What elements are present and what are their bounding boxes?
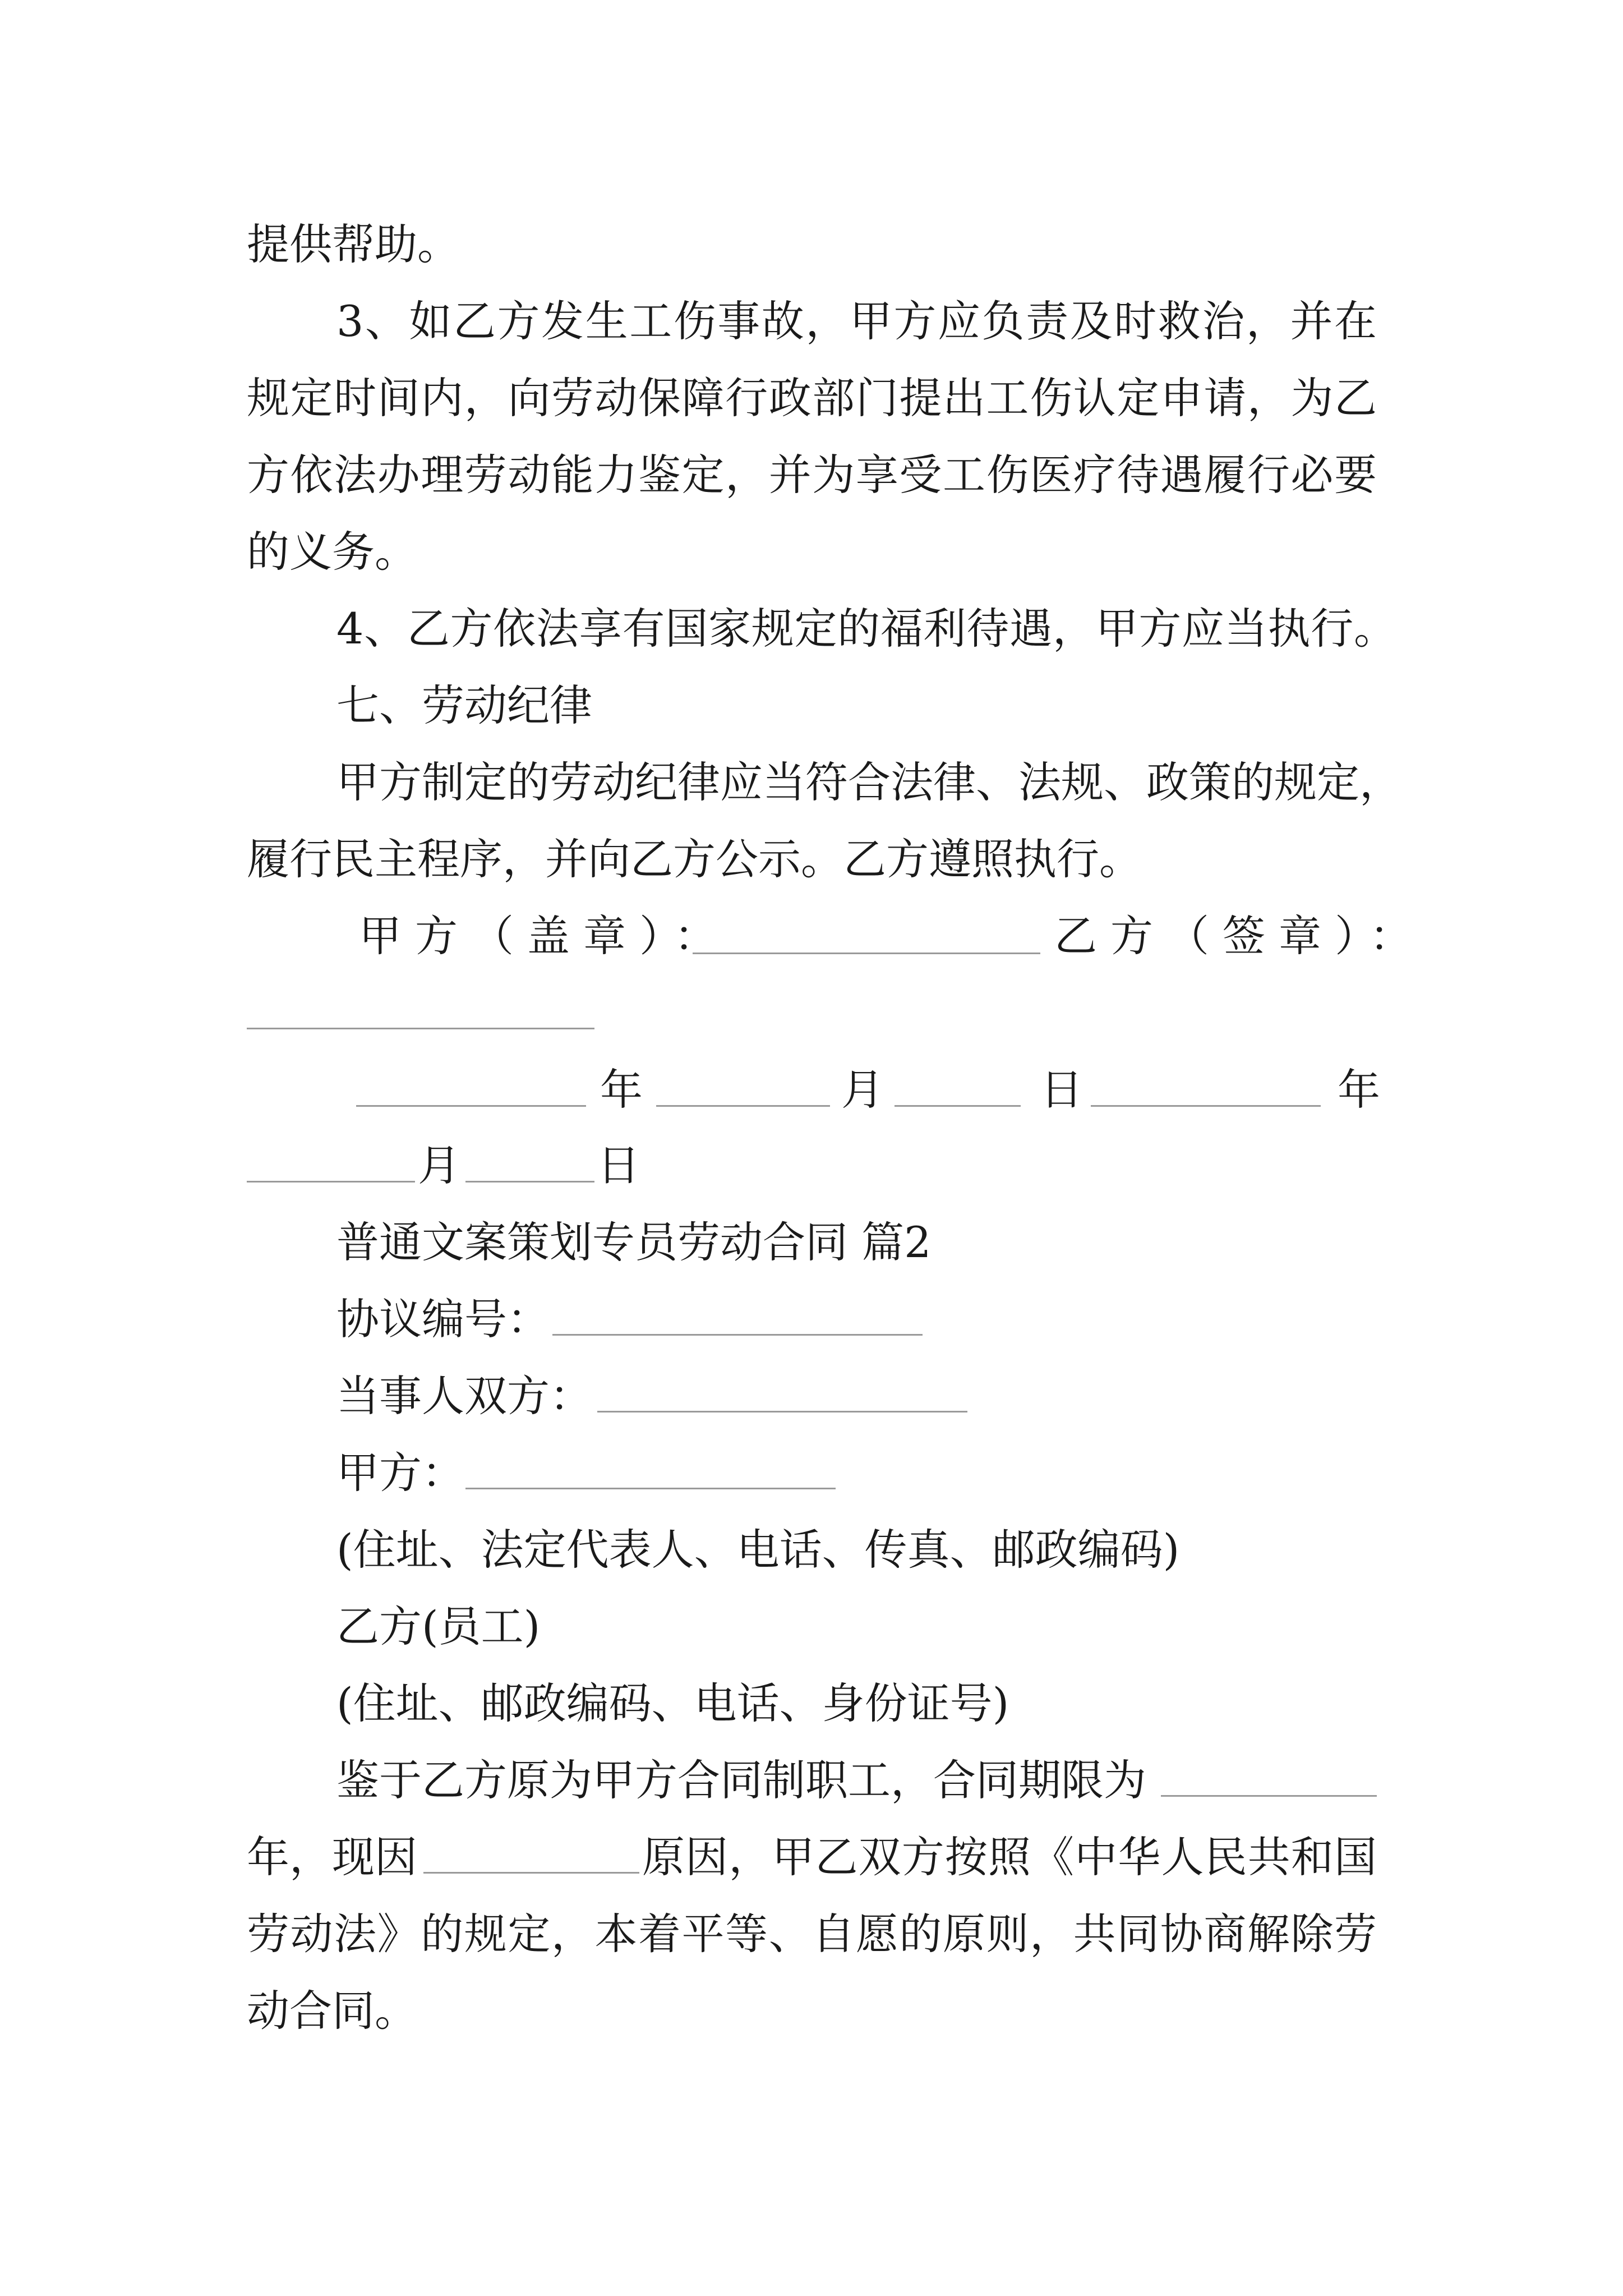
contract-term-blank[interactable]: [1161, 1795, 1377, 1797]
date-day-blank[interactable]: [895, 1105, 1021, 1107]
party-a-seal-blank[interactable]: [693, 953, 1040, 954]
party-a-seal-label: 甲方（盖章）：: [359, 911, 730, 961]
text-line: 提供帮助。: [247, 219, 460, 269]
party-b-sign-label: 乙方（签章）：: [1054, 911, 1426, 961]
text-line: 规定时间内，向劳动保障行政部门提出工伤认定申请，为乙: [247, 373, 1377, 423]
party-b-sign-blank[interactable]: [247, 1028, 594, 1029]
parties-label: 当事人双方：: [336, 1371, 592, 1421]
date-month-blank[interactable]: [656, 1105, 830, 1107]
text-line: 3、如乙方发生工伤事故，甲方应负责及时救治，并在: [336, 296, 1377, 346]
date-month-label: 月: [418, 1140, 460, 1190]
text-line: 劳动法》的规定，本着平等、自愿的原则，共同协商解除劳: [247, 1909, 1377, 1959]
agreement-number-blank[interactable]: [552, 1334, 923, 1336]
date-year-blank[interactable]: [1091, 1105, 1321, 1107]
party-a-label: 甲方：: [336, 1448, 464, 1498]
date-month-blank[interactable]: [247, 1181, 415, 1182]
agreement-number-label: 协议编号：: [336, 1294, 550, 1344]
text-line: 年，现因: [247, 1832, 417, 1882]
date-year-label: 年: [600, 1065, 643, 1115]
date-year-label: 年: [1338, 1065, 1380, 1115]
text-line: 的义务。: [247, 527, 417, 577]
date-day-label: 日: [1040, 1065, 1083, 1115]
parties-blank[interactable]: [597, 1411, 967, 1412]
party-a-blank[interactable]: [465, 1488, 836, 1489]
date-day-blank[interactable]: [465, 1181, 594, 1182]
date-year-blank[interactable]: [356, 1105, 586, 1107]
text-line: 甲方制定的劳动纪律应当符合法律、法规、政策的规定，: [336, 757, 1402, 807]
text-line: 4、乙方依法享有国家规定的福利待遇，甲方应当执行。: [336, 604, 1396, 654]
text-line: 鉴于乙方原为甲方合同制职工，合同期限为: [336, 1755, 1146, 1805]
text-line: 原因，甲乙双方按照《中华人民共和国: [642, 1832, 1377, 1882]
date-month-label: 月: [841, 1065, 884, 1115]
section-heading: 七、劳动纪律: [336, 680, 592, 730]
text-line: 履行民主程序，并向乙方公示。乙方遵照执行。: [247, 834, 1142, 884]
party-b-info: (住址、邮政编码、电话、身份证号): [336, 1678, 1009, 1728]
party-b-label: 乙方(员工): [336, 1602, 541, 1651]
section-title: 普通文案策划专员劳动合同 篇2: [336, 1217, 932, 1267]
date-day-label: 日: [597, 1140, 640, 1190]
text-line: 方依法办理劳动能力鉴定，并为享受工伤医疗待遇履行必要: [247, 450, 1377, 500]
reason-blank[interactable]: [423, 1872, 639, 1874]
text-line: 动合同。: [247, 1986, 417, 2036]
party-a-info: (住址、法定代表人、电话、传真、邮政编码): [336, 1525, 1180, 1575]
